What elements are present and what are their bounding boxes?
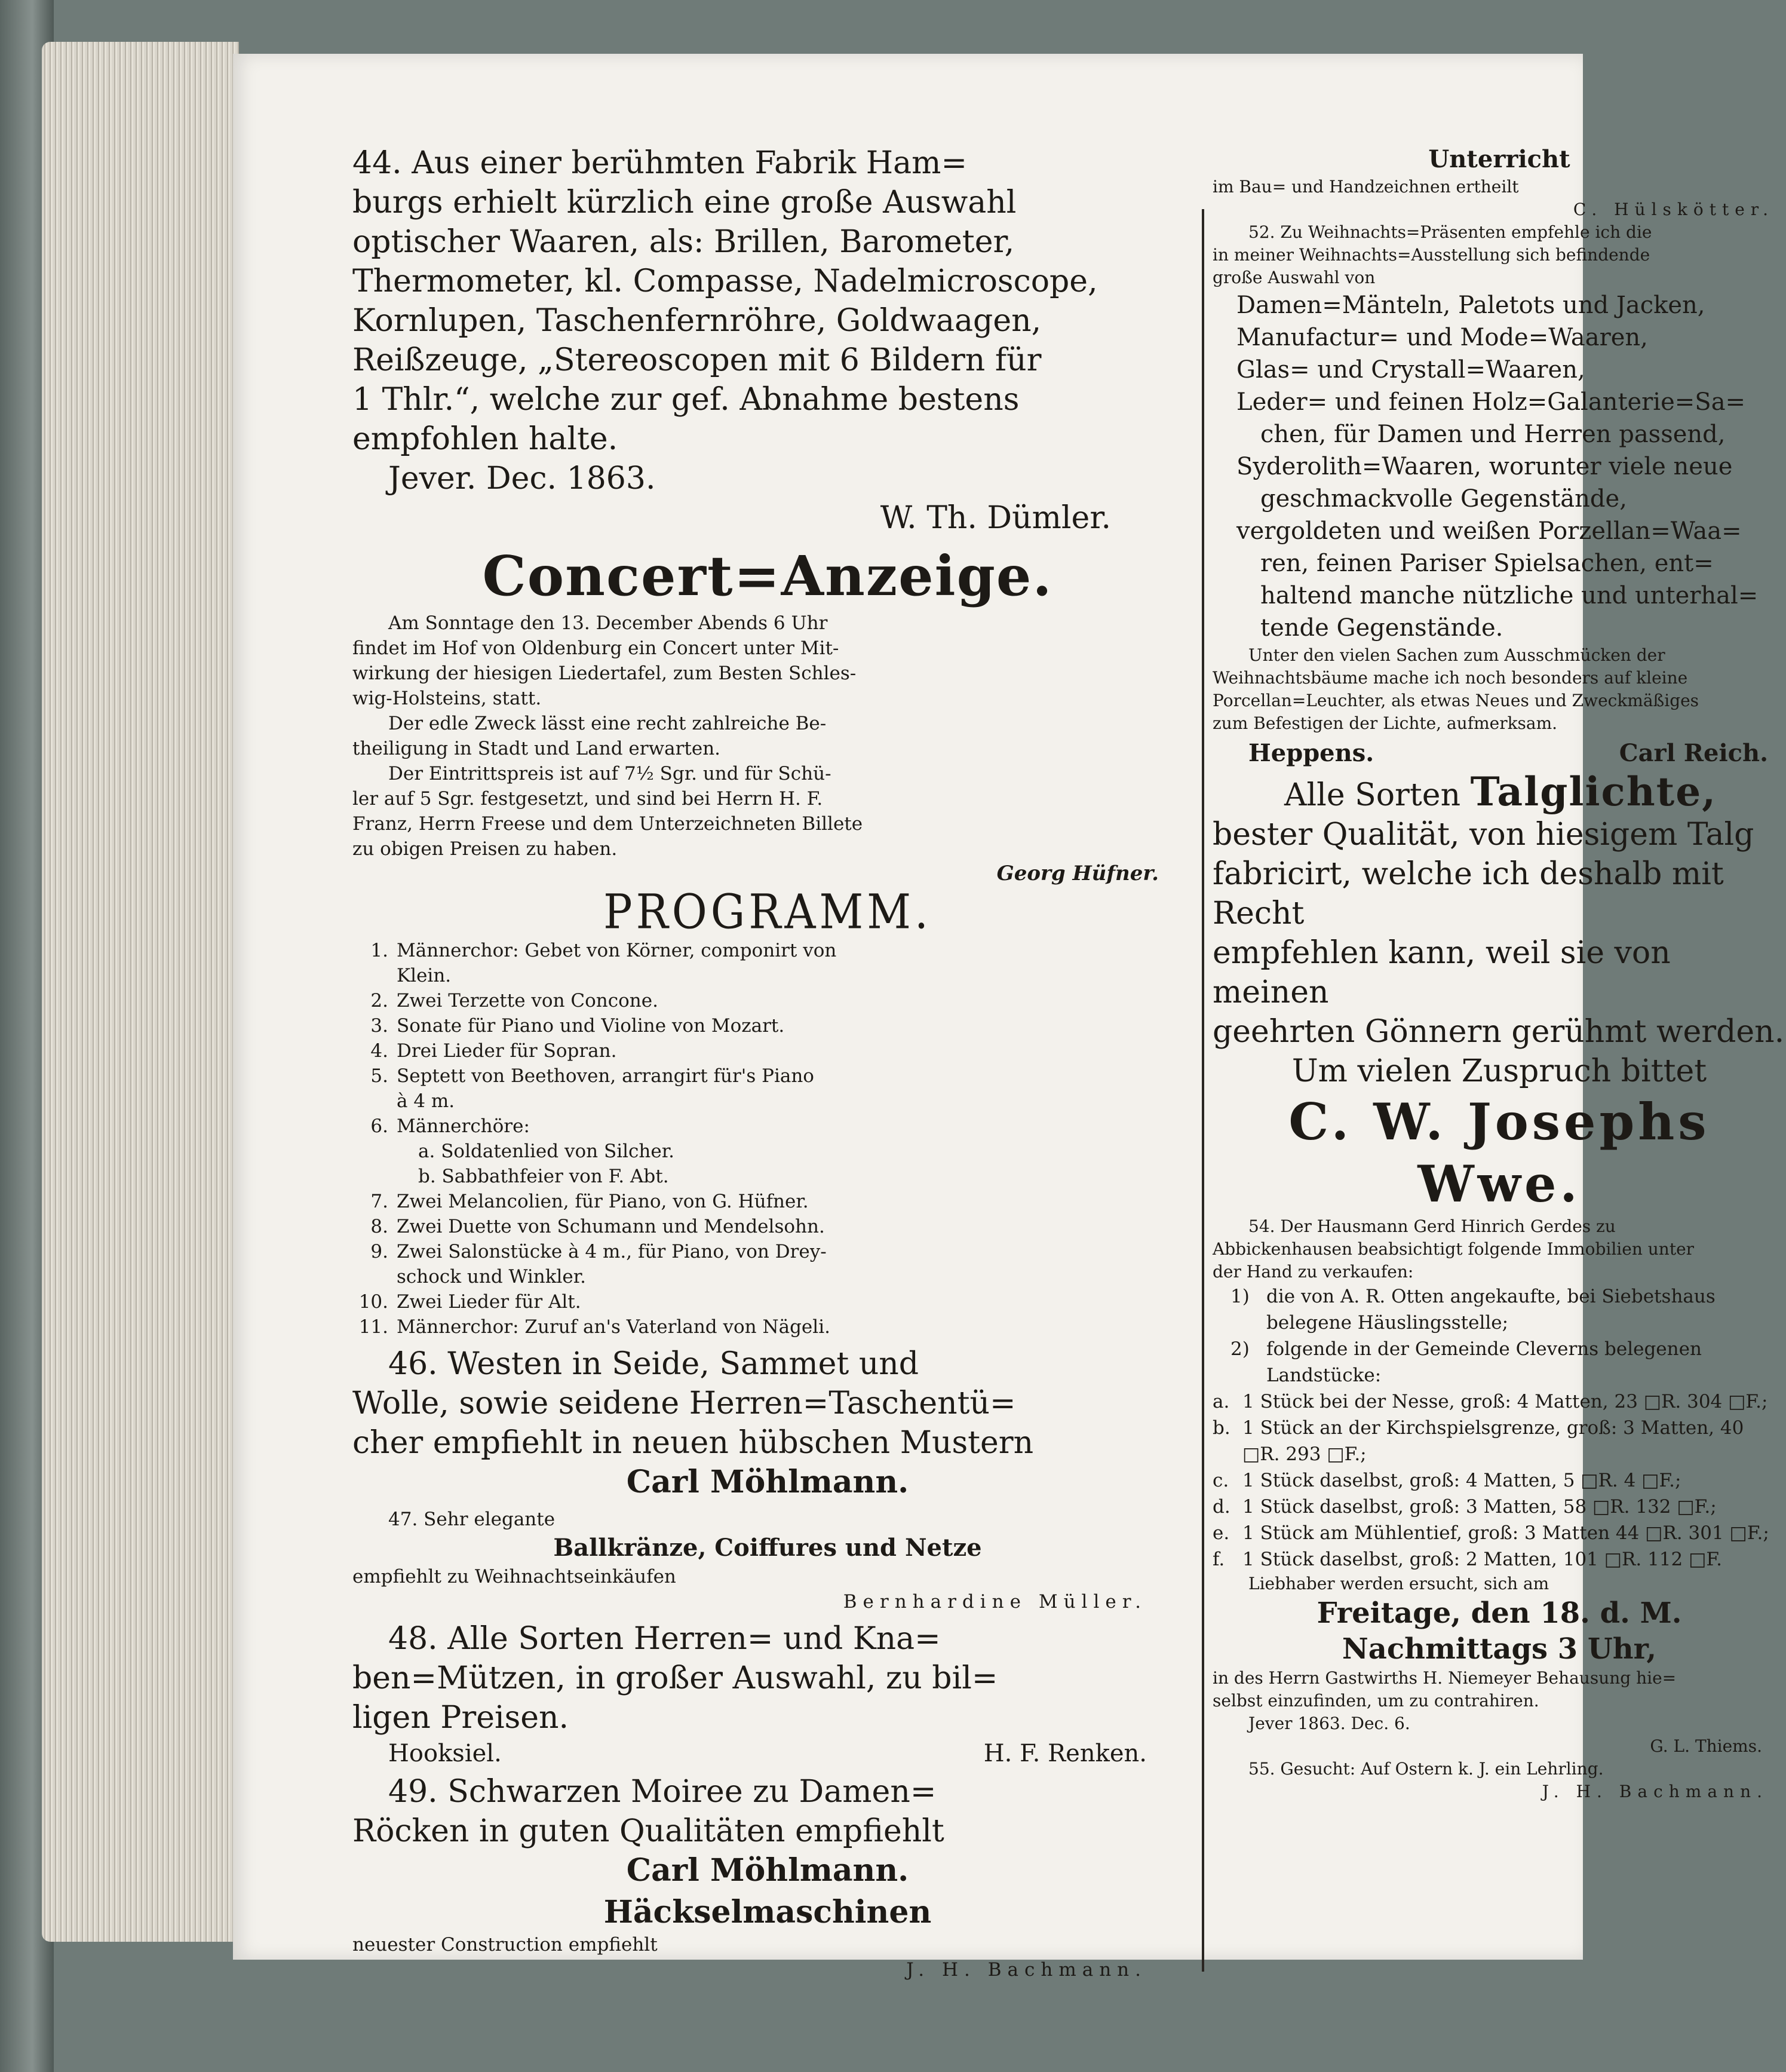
ad-46-line: 46. Westen in Seide, Sammet und (388, 1346, 919, 1382)
newspaper-page (233, 54, 1785, 1981)
ad-54-parcel: e. 1 Stück am Mühlentief, groß: 3 Matten 44 □R. 301 □F.; (1213, 1522, 1769, 1544)
concert-text: wirkung der hiesigen Liedertafel, zum Besten Schles- (352, 663, 857, 684)
ad-44 (352, 143, 1183, 538)
ad-54-location: in des Herrn Gastwirths H. Niemeyer Behausung hie= (1213, 1668, 1677, 1688)
ad-53 (1213, 768, 1786, 1215)
ad-44-line: Reißzeuge, „Stereoscopen mit 6 Bildern für (352, 342, 1042, 378)
ad-52-intro: 52. Zu Weihnachts=Präsenten empfehle ich die (1248, 222, 1652, 242)
programm-item: 5. Septett von Beethoven, arrangirt für's Piano (370, 1065, 814, 1087)
ad-49 (352, 1772, 1183, 1890)
right-column (1213, 143, 1786, 1803)
ad-52-intro: große Auswahl von (1213, 268, 1376, 287)
programm-item: 9. Zwei Salonstücke à 4 m., für Piano, von Drey- (370, 1241, 827, 1262)
ad-47-signature: Bernhardine Müller. (843, 1591, 1147, 1613)
ad-52-outro: Weihnachtsbäume mache ich noch besonders auf kleine (1213, 668, 1688, 688)
concert-signature: Georg Hüfner. (996, 862, 1159, 885)
ad-52-intro: in meiner Weihnachts=Ausstellung sich befindende (1213, 245, 1650, 265)
ad-54-point: 2) folgende in der Gemeinde Cleverns belegenen Landstücke: (1230, 1338, 1702, 1386)
programm-item: schock und Winkler. (397, 1266, 587, 1288)
ad-44-line: 44. Aus einer berühmten Fabrik Ham= (352, 145, 968, 181)
ad-54-intro: Abbickenhausen beabsichtigt folgende Immobilien unter (1213, 1239, 1695, 1259)
ad-55 (1213, 1758, 1786, 1803)
ad-53-talglichte: Talglichte, (1470, 768, 1717, 815)
ad-46 (352, 1344, 1183, 1502)
programm-item: 6. Männerchöre: (370, 1115, 530, 1137)
ad-55-signature: J. H. Bachmann. (1542, 1782, 1768, 1801)
ad-52-goods: vergoldeten und weißen Porzellan=Waa= (1236, 517, 1742, 545)
ad-44-signature: W. Th. Dümler. (880, 500, 1111, 536)
concert-text: Der edle Zweck lässt eine recht zahlreiche Be- (388, 713, 827, 734)
concert-title: Concert=Anzeige. (482, 544, 1053, 608)
ad-53-line: empfehlen kann, weil sie von meinen (1213, 935, 1671, 1010)
programm-item: 7. Zwei Melancolien, für Piano, von G. Hüfner. (370, 1191, 809, 1212)
ad-47-intro: 47. Sehr elegante (388, 1509, 556, 1530)
ad-47 (352, 1507, 1183, 1614)
ad-44-line: Kornlupen, Taschenfernröhre, Goldwaagen, (352, 303, 1042, 339)
concert-text: Franz, Herrn Freese und dem Unterzeichneten Billete (352, 813, 863, 835)
ad-46-line: Wolle, sowie seidene Herren=Taschentü= (352, 1386, 1016, 1421)
ad-51-line: im Bau= und Handzeichnen ertheilt (1213, 177, 1519, 197)
programm-item: à 4 m. (397, 1090, 455, 1112)
ad-52-goods: Leder= und feinen Holz=Galanterie=Sa= (1236, 388, 1746, 416)
programm-item: 3. Sonate für Piano und Violine von Mozart. (370, 1015, 785, 1037)
ad-53-line: Um vielen Zuspruch bittet (1291, 1053, 1707, 1089)
ad-52-goods: Damen=Mänteln, Paletots und Jacken, (1236, 292, 1705, 319)
ad-54-place-date: Jever 1863. Dec. 6. (1248, 1714, 1410, 1733)
programm-subitem: a. Soldatenlied von Silcher. (418, 1141, 674, 1162)
ad-48-signature: H. F. Renken. (983, 1740, 1147, 1767)
ad-50-line: neuester Construction empfiehlt (352, 1934, 658, 1955)
ad-52-goods: haltend manche nützliche und unterhal= (1260, 582, 1759, 609)
ad-48-place: Hooksiel. (388, 1740, 502, 1767)
ad-49-signature: Carl Möhlmann. (626, 1852, 909, 1889)
ad-52-outro: zum Befestigen der Lichte, aufmerksam. (1213, 713, 1558, 733)
ad-44-place-date: Jever. Dec. 1863. (388, 461, 656, 496)
ad-54-parcel: f. 1 Stück daselbst, groß: 2 Matten, 101 □R. 112 □F. (1213, 1549, 1722, 1570)
ad-48-line: 48. Alle Sorten Herren= und Kna= (388, 1621, 941, 1657)
ad-53-line: geehrten Gönnern gerühmt werden. (1213, 1014, 1785, 1050)
programm-item: 4. Drei Lieder für Sopran. (370, 1040, 617, 1062)
ad-47-headline: Ballkränze, Coiffures und Netze (553, 1534, 982, 1562)
ad-52-goods: Manufactur= und Mode=Waaren, (1236, 324, 1648, 351)
ad-44-line: optischer Waaren, als: Brillen, Barometer, (352, 224, 1015, 260)
concert-text: zu obigen Preisen zu haben. (352, 838, 618, 860)
ad-52-goods: tende Gegenstände. (1260, 614, 1503, 642)
programm-subitem: b. Sabbathfeier von F. Abt. (418, 1166, 669, 1187)
ad-53-signature: C. W. Josephs Wwe. (1288, 1092, 1710, 1213)
ad-54-call: Liebhaber werden ersucht, sich am (1248, 1574, 1549, 1593)
ad-46-signature: Carl Möhlmann. (626, 1464, 909, 1500)
programm-title: PROGRAMM. (603, 884, 932, 940)
ad-51-headline: Unterricht (1428, 145, 1570, 173)
ad-54-location: selbst einzufinden, um zu contrahiren. (1213, 1691, 1539, 1711)
concert-text: Am Sonntage den 13. December Abends 6 Uhr (388, 612, 828, 634)
ad-52-signature: Carl Reich. (1619, 739, 1768, 767)
programm-item: 2. Zwei Terzette von Concone. (370, 990, 658, 1012)
ad-54-parcel: d. 1 Stück daselbst, groß: 3 Matten, 58 □R. 132 □F.; (1213, 1496, 1717, 1518)
ad-47-line: empfiehlt zu Weihnachtseinkäufen (352, 1566, 676, 1587)
ad-50-signature: J. H. Bachmann. (906, 1959, 1147, 1981)
ad-48-line: ben=Mützen, in großer Auswahl, zu bil= (352, 1660, 998, 1696)
programm-item: 8. Zwei Duette von Schumann und Mendelsohn. (370, 1216, 825, 1237)
programm-item: 10. Zwei Lieder für Alt. (358, 1291, 581, 1313)
ad-48-line: ligen Preisen. (352, 1700, 569, 1736)
programm-item: 1. Männerchor: Gebet von Körner, componirt von (370, 940, 837, 961)
ad-53-line: bester Qualität, von hiesigem Talg (1213, 817, 1754, 853)
concert-ad (352, 541, 1183, 885)
ad-52-goods: Glas= und Crystall=Waaren, (1236, 356, 1585, 384)
concert-text: Der Eintrittspreis ist auf 7½ Sgr. und für Schü- (388, 763, 831, 784)
ad-54-parcel: c. 1 Stück daselbst, groß: 4 Matten, 5 □R. 4 □F.; (1213, 1470, 1681, 1491)
column-divider (1202, 209, 1204, 1972)
ad-54-date: Freitage, den 18. d. M. (1317, 1596, 1682, 1630)
left-column (352, 143, 1183, 1982)
ad-54-intro: der Hand zu verkaufen: (1213, 1262, 1414, 1282)
ad-52-outro: Unter den vielen Sachen zum Ausschmücken der (1248, 645, 1665, 665)
ad-55-line: 55. Gesucht: Auf Ostern k. J. ein Lehrling. (1248, 1759, 1604, 1779)
ad-53-prefix: Alle Sorten (1284, 777, 1461, 813)
ad-54-time: Nachmittags 3 Uhr, (1342, 1632, 1657, 1666)
ad-44-line: empfohlen halte. (352, 421, 618, 457)
ad-50 (352, 1893, 1183, 1982)
ad-44-line: 1 Thlr.“, welche zur gef. Abnahme bestens (352, 382, 1020, 418)
concert-text: theiligung in Stadt und Land erwarten. (352, 738, 721, 759)
programm (352, 885, 1183, 1340)
ad-50-headline: Häckselmaschinen (603, 1894, 932, 1930)
ad-52-goods: chen, für Damen und Herren passend, (1260, 421, 1726, 448)
ad-54-intro: 54. Der Hausmann Gerd Hinrich Gerdes zu (1248, 1216, 1616, 1236)
programm-item: 11. Männerchor: Zuruf an's Vaterland von Nägeli. (358, 1316, 830, 1338)
ad-53-line1 (1213, 768, 1786, 815)
ad-53-line: fabricirt, welche ich deshalb mit Recht (1213, 856, 1724, 931)
ad-52-goods: ren, feinen Pariser Spielsachen, ent= (1260, 550, 1714, 577)
programm-item: Klein. (397, 965, 452, 986)
ad-54-parcel: a. 1 Stück bei der Nesse, groß: 4 Matten, 23 □R. 304 □F.; (1213, 1391, 1768, 1412)
page-edges (42, 42, 239, 1942)
concert-text: wig-Holsteins, statt. (352, 688, 542, 709)
ad-49-line: 49. Schwarzen Moiree zu Damen= (388, 1774, 937, 1810)
ad-48 (352, 1619, 1183, 1770)
ad-54-parcel: b. 1 Stück an der Kirchspielsgrenze, groß: 3 Matten, 40 □R. 293 □F.; (1213, 1417, 1744, 1465)
concert-text: ler auf 5 Sgr. festgesetzt, und sind bei Herrn H. F. (352, 788, 823, 810)
ad-54 (1213, 1215, 1786, 1758)
ad-44-line: burgs erhielt kürzlich eine große Auswahl (352, 185, 1017, 220)
ad-49-line: Röcken in guten Qualitäten empfiehlt (352, 1813, 944, 1849)
ad-46-line: cher empfiehlt in neuen hübschen Mustern (352, 1425, 1034, 1461)
ad-52-goods: Syderolith=Waaren, worunter viele neue (1236, 453, 1733, 480)
ad-52-goods: geschmackvolle Gegenstände, (1260, 485, 1627, 513)
ad-51-signature: C. Hülskötter. (1573, 200, 1774, 219)
ad-52 (1213, 221, 1786, 770)
ad-52-outro: Porcellan=Leuchter, als etwas Neues und Zweckmäßiges (1213, 691, 1699, 710)
ad-54-point: 1) die von A. R. Otten angekaufte, bei Siebetshaus belegene Häuslingsstelle; (1230, 1286, 1716, 1334)
concert-text: findet im Hof von Oldenburg ein Concert unter Mit- (352, 637, 839, 659)
ad-54-signature: G. L. Thiems. (1650, 1736, 1762, 1756)
ad-52-place: Heppens. (1248, 739, 1374, 767)
ad-44-line: Thermometer, kl. Compasse, Nadelmicroscope, (352, 263, 1098, 299)
programm-list (352, 938, 1183, 1340)
ad-51 (1213, 143, 1786, 221)
